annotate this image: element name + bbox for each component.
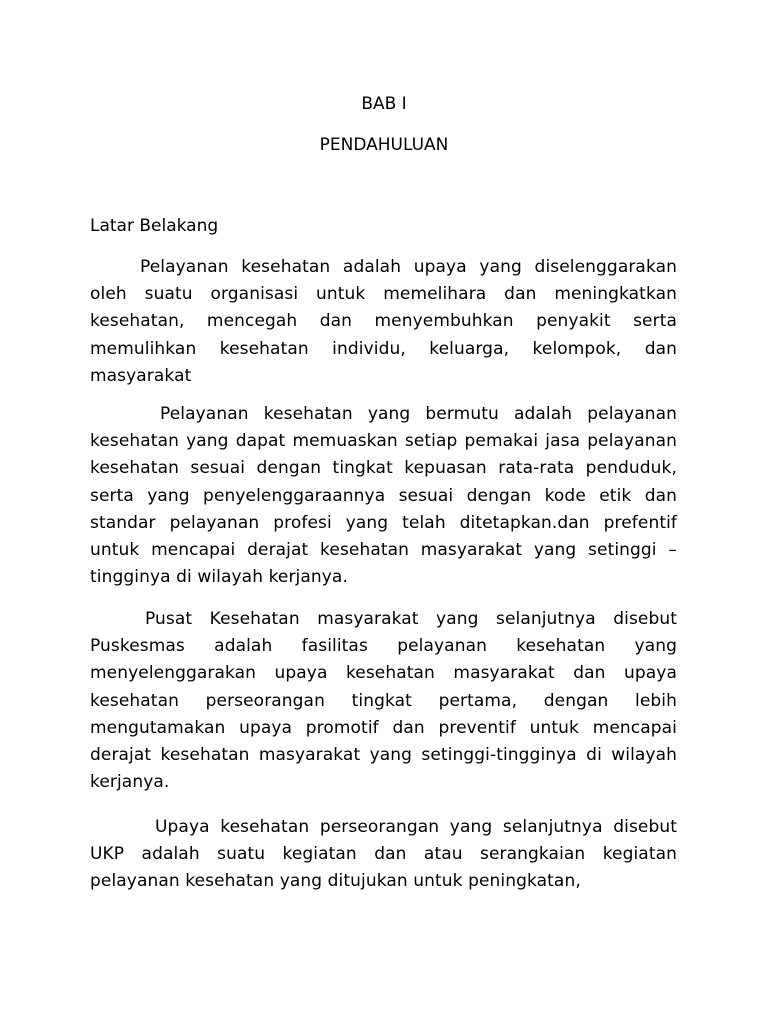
chapter-title: PENDAHULUAN (319, 135, 449, 155)
paragraph-4: Upaya kesehatan perseorangan yang selanjutnya disebut UKP adalah suatu kegiatan dan atau serangkaian kegiatan pelayanan kesehatan yang ditujukan untuk peningkatan, (90, 817, 677, 892)
paragraph-2: Pelayanan kesehatan yang bermutu adalah pelayanan kesehatan yang dapat memuaskan setiap pemakai jasa pelayanan kesehatan sesuai dengan tingkat kepuasan rata-rata penduduk, serta yang penyelenggaraannya sesuai dengan kode etik dan standar pelayanan profesi yang telah ditetapkan.dan prefentif untuk mencapai derajat kesehatan masyarakat yang setinggi – tingginya di wilayah kerjanya. (90, 404, 677, 588)
paragraph-3: Pusat Kesehatan masyarakat yang selanjutnya disebut Puskesmas adalah fasilitas pelayanan kesehatan yang menyelenggarakan upaya kesehatan masyarakat dan upaya kesehatan perseorangan tingkat pertama, dengan lebih mengutamakan upaya promotif dan preventif untuk mencapai derajat kesehatan masyarakat yang setinggi-tingginya di wilayah kerjanya. (90, 609, 677, 793)
chapter-number: BAB I (361, 94, 407, 114)
paragraph-1: Pelayanan kesehatan adalah upaya yang diselenggarakan oleh suatu organisasi untuk memelihara dan meningkatkan kesehatan, mencegah dan menyembuhkan penyakit serta memulihkan kesehatan individu, keluarga, kelompok, dan masyarakat (90, 257, 677, 386)
section-heading: Latar Belakang (90, 216, 219, 236)
